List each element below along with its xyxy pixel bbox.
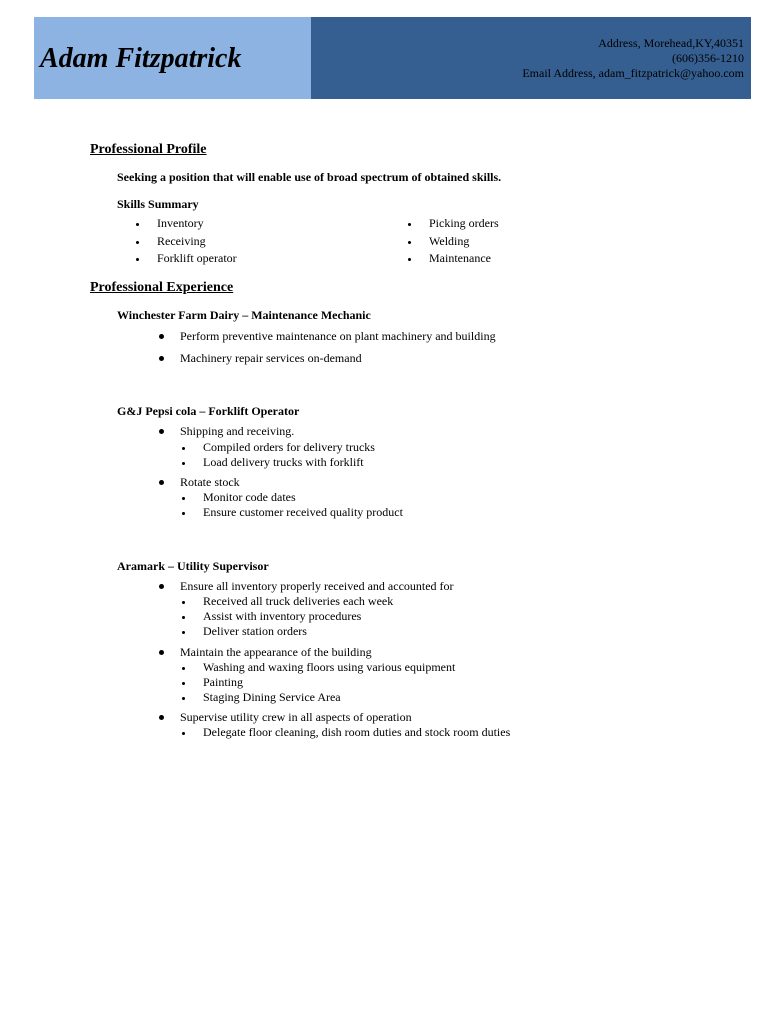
job-bullet: Shipping and receiving. bbox=[180, 424, 295, 438]
job-sub-bullet: Load delivery trucks with forklift bbox=[203, 455, 364, 469]
job-bullet: Supervise utility crew in all aspects of operation bbox=[180, 710, 412, 724]
skill-item: Picking orders bbox=[405, 216, 499, 234]
applicant-name: Adam Fitzpatrick bbox=[40, 43, 242, 74]
skill-item: Receiving bbox=[133, 234, 237, 252]
job-sub-bullet: Staging Dining Service Area bbox=[203, 690, 341, 704]
contact-email: Email Address, adam_fitzpatrick@yahoo.com bbox=[522, 66, 744, 80]
job-sub-bullet: Washing and waxing floors using various equipment bbox=[203, 660, 456, 674]
resume-header bbox=[34, 17, 751, 99]
section-title-profile: Professional Profile bbox=[90, 142, 207, 157]
job-sub-bullet: Painting bbox=[203, 675, 244, 689]
skills-list-right bbox=[405, 216, 499, 269]
skills-summary-title: Skills Summary bbox=[117, 197, 199, 211]
job-sub-bullet: Monitor code dates bbox=[203, 490, 296, 504]
job-bullet: Perform preventive maintenance on plant machinery and building bbox=[180, 329, 496, 343]
skill-item: Inventory bbox=[133, 216, 237, 234]
objective-statement: Seeking a position that will enable use of broad spectrum of obtained skills. bbox=[117, 170, 502, 184]
skill-item: Welding bbox=[405, 234, 499, 252]
contact-panel bbox=[311, 17, 751, 99]
contact-address: Address, Morehead,KY,40351 bbox=[598, 36, 744, 50]
job-title: Aramark – Utility Supervisor bbox=[117, 559, 269, 573]
job-bullet: Maintain the appearance of the building bbox=[180, 645, 372, 659]
job-sub-bullet: Deliver station orders bbox=[203, 624, 307, 638]
skill-item: Forklift operator bbox=[133, 251, 237, 269]
job-title: G&J Pepsi cola – Forklift Operator bbox=[117, 404, 300, 418]
skill-item: Maintenance bbox=[405, 251, 499, 269]
job-sub-bullet: Assist with inventory procedures bbox=[203, 609, 362, 623]
section-title-experience: Professional Experience bbox=[90, 280, 234, 295]
contact-phone: (606)356-1210 bbox=[672, 51, 744, 65]
job-bullet: Machinery repair services on-demand bbox=[180, 351, 362, 365]
name-panel bbox=[34, 17, 311, 99]
skills-list-left bbox=[133, 216, 237, 269]
job-title: Winchester Farm Dairy – Maintenance Mechanic bbox=[117, 308, 371, 322]
job-sub-bullet: Delegate floor cleaning, dish room duties and stock room duties bbox=[203, 725, 511, 739]
job-sub-bullet: Received all truck deliveries each week bbox=[203, 594, 394, 608]
job-sub-bullet: Compiled orders for delivery trucks bbox=[203, 440, 375, 454]
contact-info bbox=[522, 36, 744, 81]
job-sub-bullet: Ensure customer received quality product bbox=[203, 505, 403, 519]
job-bullet: Ensure all inventory properly received and accounted for bbox=[180, 579, 454, 593]
job-bullet: Rotate stock bbox=[180, 475, 240, 489]
